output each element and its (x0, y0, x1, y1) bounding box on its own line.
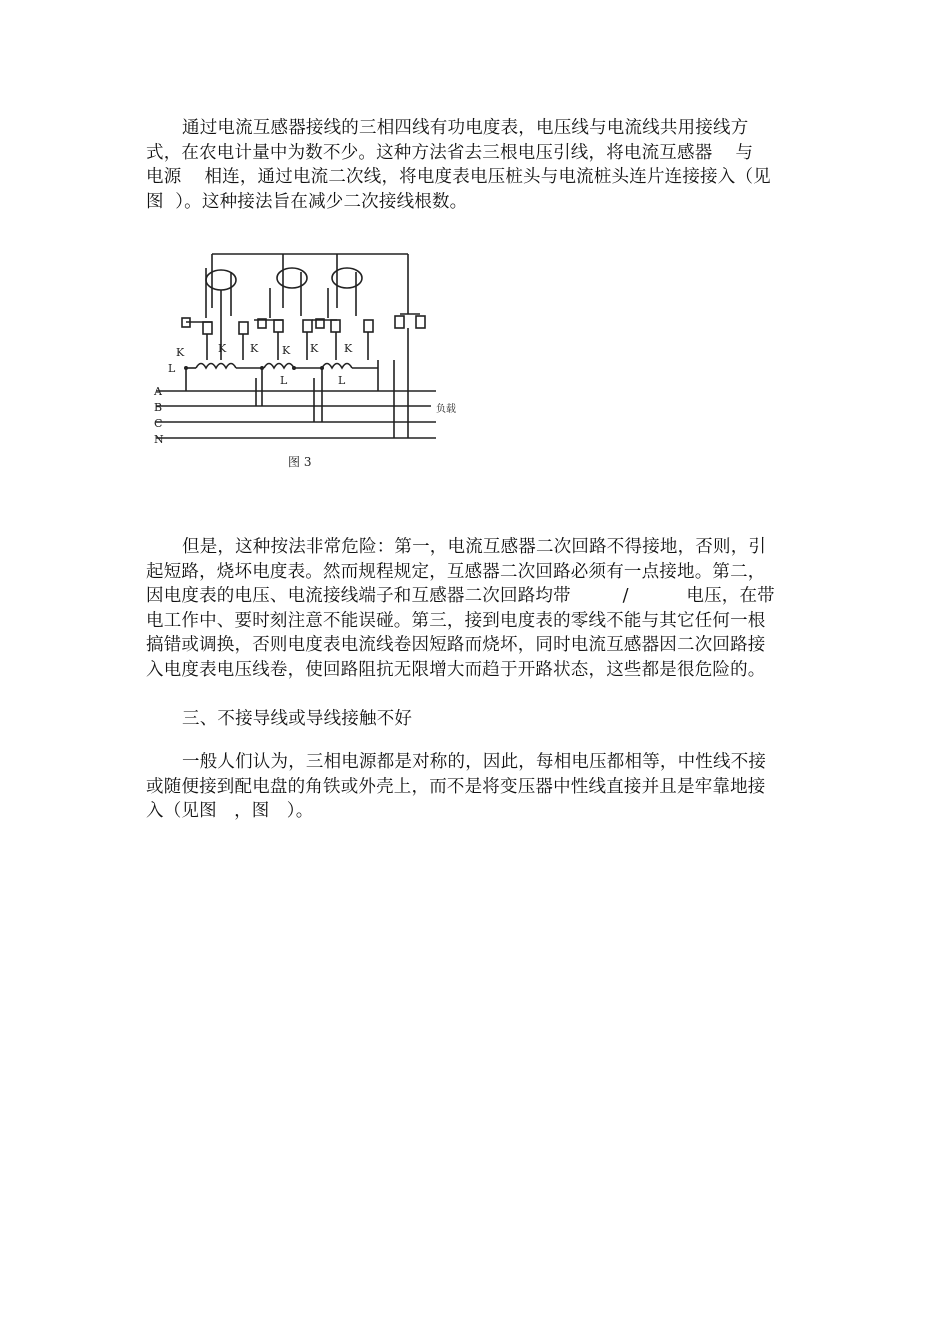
terminal-label: K (344, 342, 353, 355)
phase-label-b: B (154, 401, 163, 414)
phase-label-c: C (154, 417, 163, 430)
text-line: 因电度表的电压、电流接线端子和互感器二次回路均带 / 电压，在带 (146, 586, 775, 606)
phase-label-n: N (154, 433, 164, 446)
paragraph-danger-explanation (146, 535, 810, 682)
figure-caption: 图 3 (288, 455, 312, 469)
wiring-diagram-figure (146, 248, 456, 482)
three-phase-meter-wiring-diagram (146, 248, 456, 478)
paragraph-neutral-line (146, 750, 810, 824)
text-line: 电工作中、要时刻注意不能误碰。第三，接到电度表的零线不能与其它任何一根 (146, 610, 766, 631)
text-line: 起短路，烧坏电度表。然而规程规定，互感器二次回路必须有一点接地。第二， (146, 561, 766, 582)
section-heading (146, 707, 810, 732)
terminal-label: K (282, 344, 291, 357)
load-label: 负载 (436, 404, 456, 415)
terminal-label: K (310, 342, 319, 355)
text-line: 入电度表电压线卷，使回路阻抗无限增大而趋于开路状态，这些都是很危险的。 (146, 659, 766, 680)
terminal-label: K (176, 346, 185, 359)
text-line: 或随便接到配电盘的角铁或外壳上，而不是将变压器中性线直接并且是牢靠地接 (146, 776, 766, 797)
phase-label-a: A (154, 385, 162, 398)
terminal-label: K (250, 342, 259, 355)
current-transformer-ring (277, 268, 307, 288)
text-line: 搞错或调换，否则电度表电流线卷因短路而烧坏，同时电流互感器因二次回路接 (146, 635, 766, 655)
text-line: 式，在农电计量中为数不少。这种方法省去三根电压引线，将电流互感器 与 (146, 142, 754, 163)
text-line: 一般人们认为，三相电源都是对称的，因此，每相电压都相等，中性线不接 (182, 752, 767, 772)
section-heading-text: 三、不接导线或导线接触不好 (182, 709, 413, 729)
terminal-label: K (218, 342, 227, 355)
text-line: 入（见图 ，图 ）。 (146, 801, 314, 821)
text-line: 图 ）。这种接法旨在减少二次接线根数。 (146, 191, 468, 212)
terminal-label: L (280, 374, 288, 387)
text-line: 通过电流互感器接线的三相四线有功电度表，电压线与电流线共用接线方 (182, 118, 749, 138)
terminal-label: L (168, 362, 176, 375)
text-line: 但是，这种按法非常危险：第一，电流互感器二次回路不得接地，否则，引 (182, 537, 767, 557)
text-line: 电源 相连，通过电流二次线，将电度表电压桩头与电流桩头连片连接接入（见 (146, 167, 771, 187)
paragraph-ct-wiring-intro (146, 116, 810, 214)
terminal-label: L (338, 374, 346, 387)
